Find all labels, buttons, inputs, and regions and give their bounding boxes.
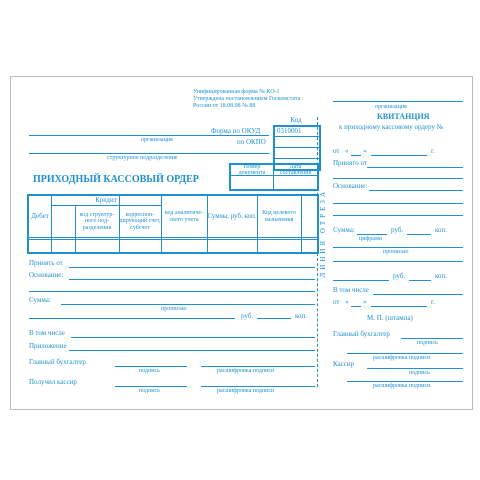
subdivision-line[interactable] — [29, 153, 269, 154]
quote-open-2: « — [345, 298, 349, 306]
receipt-sum-label: Сумма: — [333, 226, 355, 234]
col-struct: код структур-ного под-разделения — [79, 212, 115, 231]
receipt-cashier-decode-line[interactable] — [347, 381, 463, 382]
form-line-2: Утверждена постановлением Госкомстата — [193, 96, 301, 102]
receipt-basis-label: Основание: — [333, 182, 368, 190]
org-caption: организация — [141, 137, 173, 143]
quote-close-2: » — [363, 298, 367, 306]
receipt-year-suffix-2: г. — [431, 298, 435, 306]
receipt-kop-label: коп. — [435, 226, 448, 234]
basis-label: Основание: — [29, 271, 64, 279]
doc-number-header: Номер документа — [238, 163, 266, 176]
receipt-date-line-2[interactable] — [371, 306, 427, 307]
receipt-chief-signature-line[interactable] — [401, 338, 463, 339]
col-analytic: код аналитиче-ского учета — [164, 210, 204, 223]
cashier-decode-line[interactable] — [201, 386, 315, 387]
received-cashier-label: Получил кассир — [29, 378, 77, 386]
kop-label: коп. — [295, 312, 308, 320]
attachment-label: Приложение — [29, 342, 67, 350]
receipt-cashier-signature-caption: подпись — [409, 370, 430, 376]
receipt-org-line[interactable] — [333, 101, 463, 102]
chief-decode-line[interactable] — [201, 366, 315, 367]
receipt-from-label-2: от — [333, 298, 340, 306]
col-debit: Дебет — [31, 211, 49, 220]
cash-order-form — [10, 76, 473, 410]
receipt-rub-label: руб. — [391, 226, 404, 234]
doc-date-header: Дата составления — [279, 163, 312, 176]
cut-line — [317, 117, 318, 387]
receipt-in-words-caption: прописью — [383, 249, 409, 255]
receipt-accepted-line[interactable] — [367, 167, 463, 168]
accepted-from-label: Принять от — [29, 259, 63, 267]
receipt-including-label: В том числе — [333, 286, 369, 294]
receipt-chief-decode-line[interactable] — [347, 353, 463, 354]
col-corr: корреспон-дирующий счет, субсчет — [119, 212, 161, 231]
receipt-cashier-signature-line[interactable] — [367, 368, 463, 369]
attachment-line[interactable] — [69, 350, 315, 351]
stamp-label: М. П. (штампа) — [367, 314, 413, 322]
receipt-chief-label: Главный бухгалтер — [333, 330, 390, 338]
receipt-from-label: от — [333, 147, 340, 155]
form-line-3: России от 18.08.98 № 88 — [193, 103, 256, 109]
receipt-accepted-label: Принято от — [333, 159, 367, 167]
code-header: Код — [290, 116, 302, 124]
receipt-cashier-label: Кассир — [333, 360, 355, 368]
including-line[interactable] — [71, 337, 315, 338]
receipt-chief-decode-caption: расшифровка подписи — [373, 355, 431, 361]
col-credit: Кредит — [95, 195, 117, 204]
chief-signature-caption: подпись — [139, 368, 160, 374]
receipt-including-line[interactable] — [373, 294, 463, 295]
receipt-date-line[interactable] — [371, 155, 427, 156]
receipt-digits-caption: цифрами — [359, 236, 382, 242]
basis-line[interactable] — [69, 279, 315, 280]
receipt-title: КВИТАНЦИЯ — [377, 112, 430, 121]
receipt-kop-label-2: коп. — [435, 272, 448, 280]
okud-code[interactable]: 0310001 — [277, 127, 302, 135]
quote-open: « — [345, 147, 349, 155]
receipt-rub-label-2: руб. — [393, 272, 406, 280]
cut-line-label: ЛИНИЯ ОТРЕЗА — [319, 189, 327, 278]
receipt-sum-digits-line[interactable] — [357, 234, 387, 235]
chief-signature-line[interactable] — [115, 366, 187, 367]
accepted-from-line[interactable] — [69, 267, 315, 268]
including-label: В том числе — [29, 329, 65, 337]
receipt-basis-line[interactable] — [369, 190, 463, 191]
sum-line[interactable] — [61, 304, 315, 305]
receipt-cashier-decode-caption: расшифровка подписи — [373, 383, 431, 389]
rub-label: руб. — [241, 312, 254, 320]
okpo-label: по ОКПО — [237, 138, 266, 146]
col-purpose: Код целевого назначения — [262, 210, 296, 223]
org-line[interactable] — [29, 135, 269, 136]
cashier-decode-caption: расшифровка подписи — [217, 388, 275, 394]
form-line-1: Унифицированная форма № КО-1 — [193, 89, 280, 95]
receipt-subtitle: к приходному кассовому ордеру № — [339, 123, 444, 131]
cashier-signature-caption: подпись — [139, 388, 160, 394]
receipt-chief-signature-caption: подпись — [417, 340, 438, 346]
sum-label: Сумма: — [29, 296, 51, 304]
quote-close: » — [363, 147, 367, 155]
subdivision-caption: структурное подразделение — [107, 155, 178, 161]
chief-accountant-label: Главный бухгалтер — [29, 358, 86, 366]
receipt-org-caption: организация — [375, 104, 407, 110]
in-words-caption: прописью — [161, 306, 187, 312]
chief-decode-caption: расшифровка подписи — [217, 368, 275, 374]
col-sum: Сумма, руб. коп. — [207, 211, 257, 220]
page-title: ПРИХОДНЫЙ КАССОВЫЙ ОРДЕР — [33, 174, 199, 185]
receipt-year-suffix: г. — [431, 147, 435, 155]
cashier-signature-line[interactable] — [115, 386, 187, 387]
okud-label: Форма по ОКУД — [211, 127, 261, 135]
